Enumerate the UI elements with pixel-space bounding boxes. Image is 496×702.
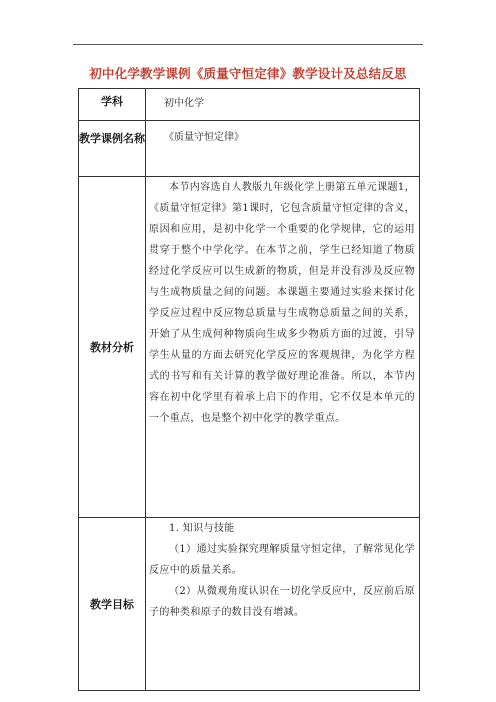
textbook-analysis-cell <box>146 177 420 518</box>
textbook-analysis-text: 本节内容选自人教版九年级化学上册第五单元课题1，《质量守恒定律》第1课时，它包含质量守恒定律的含义，原因和应用，是初中化学一个重要的化学规律，它的运用贯穿于整个中学化学。在本节之前，学生已经知道了物质经过化学反应可以生成新的物质，但是并没有涉及反应物与生成物质量之间的问题。本课题主要通过实验来探讨化学反应过程中反应物总质量与生成物总质量之间的关系，开始了从生成何种物质向生成多少物质方面的过渡，引导学生从量的方面去研究化学反应的客观规律，为化学方程式的书写和有关计算的教学做好理论准备。所以，本节内容在初中化学里有着承上启下的作用，它不仅是本单元的一个重点，也是整个初中化学的教学重点。 <box>149 182 415 424</box>
course-name-label: 教学课例名称 <box>79 121 146 177</box>
goals-item-1: （1）通过实验探究理解质量守恒定律，了解常见化学反应中的质量关系。 <box>149 544 415 576</box>
document-title: 初中化学教学课例《质量守恒定律》教学设计及总结反思 <box>89 66 407 81</box>
table-row <box>79 177 420 518</box>
lesson-plan-table <box>78 88 420 691</box>
goals-item-2: （2）从微观角度认识在一切化学反应中，反应前后原子的种类和原子的数目没有增减。 <box>149 586 415 618</box>
subject-value: 初中化学 <box>146 89 420 121</box>
course-name-value: 《质量守恒定律》 <box>146 121 420 177</box>
teaching-goals-cell <box>146 518 420 691</box>
table-row <box>79 89 420 121</box>
subject-label: 学科 <box>79 89 146 121</box>
teaching-goals-label: 教学目标 <box>79 518 146 691</box>
textbook-analysis-label: 教材分析 <box>79 177 146 518</box>
table-row <box>79 518 420 691</box>
header-rule <box>73 44 423 45</box>
table-row <box>79 121 420 177</box>
goals-heading: 1. 知识与技能 <box>169 523 235 534</box>
